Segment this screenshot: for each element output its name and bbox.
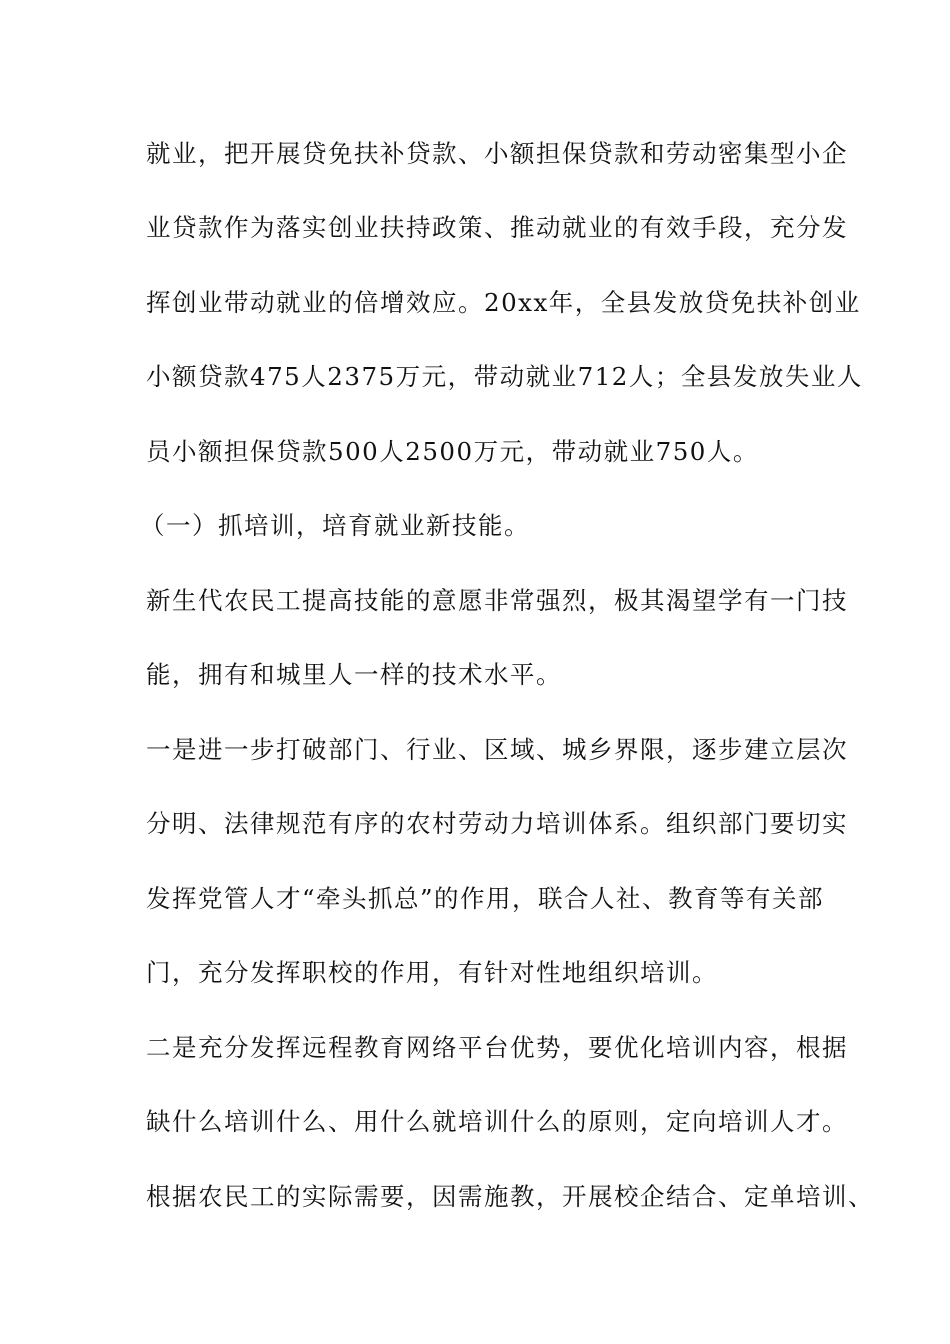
paragraph-line: 员小额担保贷款500人2500万元，带动就业750人。 <box>146 437 759 466</box>
paragraph-line: 发挥党管人才“牵头抓总”的作用，联合人社、教育等有关部 <box>146 884 825 913</box>
paragraph-line: 根据农民工的实际需要，因需施教，开展校企结合、定单培训、 <box>146 1182 874 1211</box>
paragraph-line: 二是充分发挥远程教育网络平台优势，要优化培训内容，根据 <box>146 1033 848 1062</box>
paragraph-line: 就业，把开展贷免扶补贷款、小额担保贷款和劳动密集型小企 <box>146 139 848 168</box>
paragraph-line: 门，充分发挥职校的作用，有针对性地组织培训。 <box>146 958 718 987</box>
paragraph-line: 一是进一步打破部门、行业、区域、城乡界限，逐步建立层次 <box>146 735 848 764</box>
paragraph-line: 分明、法律规范有序的农村劳动力培训体系。组织部门要切实 <box>146 809 848 838</box>
paragraph-line: 小额贷款475人2375万元，带动就业712人；全县发放失业人 <box>146 362 863 391</box>
paragraph-line: 挥创业带动就业的倍增效应。20xx年，全县发放贷免扶补创业 <box>146 288 861 317</box>
paragraph-line: 新生代农民工提高技能的意愿非常强烈，极其渴望学有一门技 <box>146 586 848 615</box>
paragraph-line: 业贷款作为落实创业扶持政策、推动就业的有效手段，充分发 <box>146 213 848 242</box>
paragraph-line: 缺什么培训什么、用什么就培训什么的原则，定向培训人才。 <box>146 1107 848 1136</box>
paragraph-line: 能，拥有和城里人一样的技术水平。 <box>146 660 562 689</box>
section-heading: （一）抓培训，培育就业新技能。 <box>140 511 530 540</box>
